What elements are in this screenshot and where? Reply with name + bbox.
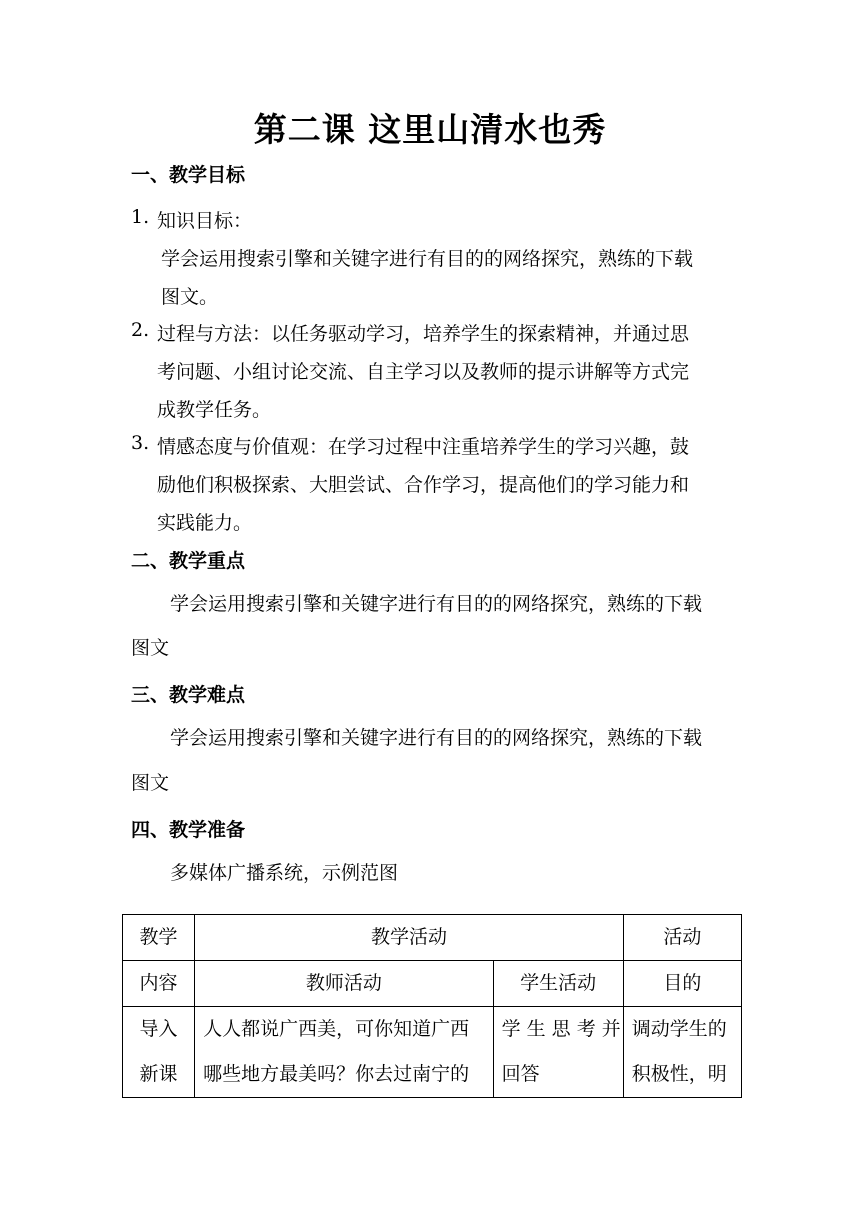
lesson-title: 第二课 这里山清水也秀 [253, 110, 607, 149]
section-heading-goals: 一、教学目标 [131, 164, 246, 186]
goal-3-line-1: 情感态度与价值观：在学习过程中注重培养学生的学习兴趣，鼓 [157, 436, 690, 458]
row-purpose-line-1: 调动学生的 [631, 1018, 727, 1040]
goal-1-line-2: 图文。 [161, 286, 219, 308]
goal-2-line-1: 过程与方法：以任务驱动学习，培养学生的探索精神，并通过思 [157, 323, 690, 345]
row-student-line-1: 学 生 思 考 并 [501, 1018, 621, 1040]
list-number-3: 3. [131, 432, 150, 454]
header-content-cell-2: 内容 [123, 961, 195, 1007]
row-content-cell [123, 1007, 195, 1098]
header-teacher-cell: 教师活动 [195, 961, 493, 1007]
row-purpose-cell [623, 1007, 741, 1098]
goal-1-label: 知识目标： [157, 210, 253, 232]
header-purpose-cell: 活动 [623, 915, 741, 961]
preparation-text: 多媒体广播系统，示例范图 [170, 862, 399, 884]
goal-2-line-2: 考问题、小组讨论交流、自主学习以及教师的提示讲解等方式完 [157, 361, 690, 383]
difficulties-line-2: 图文 [131, 772, 170, 794]
key-points-line-2: 图文 [131, 637, 170, 659]
lesson-plan-table [122, 914, 742, 1098]
goal-3-line-2: 励他们积极探索、大胆尝试、合作学习，提高他们的学习能力和 [157, 474, 690, 496]
section-heading-preparation: 四、教学准备 [131, 819, 246, 841]
row-content-line-2: 新课 [139, 1063, 178, 1085]
header-purpose-cell-2: 目的 [623, 961, 741, 1007]
header-student-cell: 学生活动 [493, 961, 623, 1007]
row-student-cell [493, 1007, 623, 1098]
goal-1-line-1: 学会运用搜索引擎和关键字进行有目的的网络探究，熟练的下载 [161, 248, 694, 270]
row-content-line-1: 导入 [139, 1018, 178, 1040]
row-purpose-line-2: 积极性，明 [631, 1063, 727, 1085]
section-heading-key-points: 二、教学重点 [131, 550, 246, 572]
row-teacher-line-2: 哪些地方最美吗？你去过南宁的 [203, 1063, 470, 1085]
row-teacher-cell [195, 1007, 493, 1098]
key-points-line-1: 学会运用搜索引擎和关键字进行有目的的网络探究，熟练的下载 [170, 593, 703, 615]
table-header-row-2 [123, 961, 742, 1007]
list-number-2: 2. [131, 319, 150, 341]
table-row [123, 1007, 742, 1098]
list-number-1: 1. [131, 206, 150, 228]
goal-3-line-3: 实践能力。 [157, 512, 253, 534]
goal-2-line-3: 成教学任务。 [157, 399, 272, 421]
difficulties-line-1: 学会运用搜索引擎和关键字进行有目的的网络探究，熟练的下载 [170, 727, 703, 749]
row-teacher-line-1: 人人都说广西美，可你知道广西 [203, 1018, 470, 1040]
row-student-line-2: 回答 [501, 1063, 540, 1085]
table-header-row-1 [123, 915, 742, 961]
header-content-cell: 教学 [123, 915, 195, 961]
section-heading-difficulties: 三、教学难点 [131, 684, 246, 706]
header-activity-cell: 教学活动 [195, 915, 624, 961]
